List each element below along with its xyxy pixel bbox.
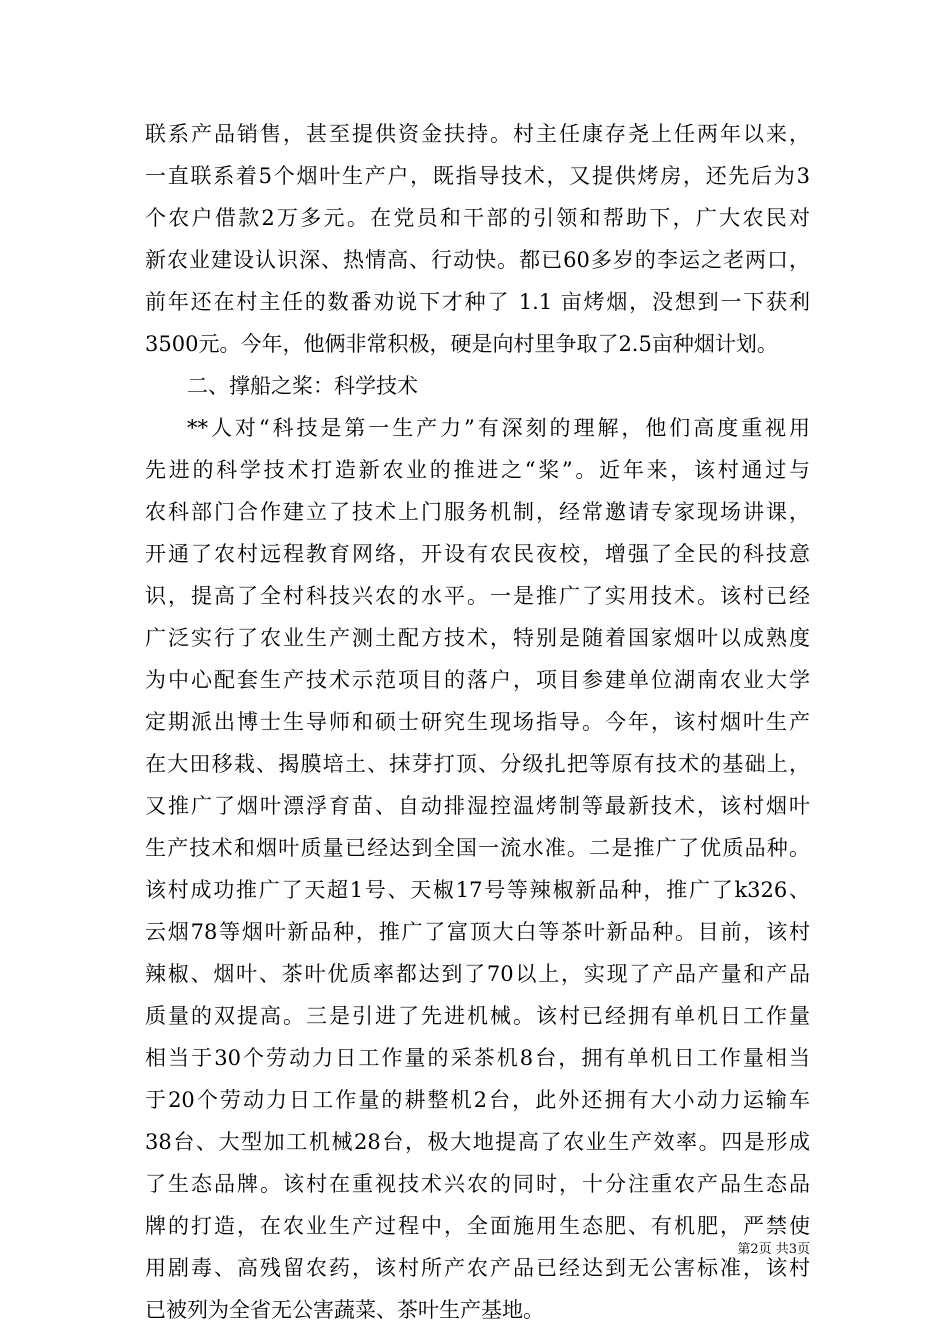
paragraph-line: 牌的打造，在农业生产过程中，全面施用生态肥、有机肥，严禁使 (145, 1214, 810, 1238)
paragraph-line: 于20个劳动力日工作量的耕整机2台，此外还拥有大小动力运输车 (145, 1088, 810, 1112)
paragraph-line: 广泛实行了农业生产测土配方技术，特别是随着国家烟叶以成熟度 (145, 626, 810, 650)
paragraph-line: 38台、大型加工机械28台，极大地提高了农业生产效率。四是形成 (145, 1130, 810, 1154)
paragraph-line: **人对“科技是第一生产力”有深刻的理解，他们高度重视用 (187, 416, 810, 440)
paragraph-line: 该村成功推广了天超1号、天椒17号等辣椒新品种，推广了k326、 (145, 878, 810, 902)
paragraph-line: 开通了农村远程教育网络，开设有农民夜校，增强了全民的科技意 (145, 542, 810, 566)
section-heading: 二、撑船之桨：科学技术 (187, 374, 418, 398)
page-number: 第2页 共3页 (737, 1242, 810, 1257)
paragraph-line: 用剧毒、高残留农药，该村所产农产品已经达到无公害标准，该村 (145, 1256, 810, 1280)
paragraph-line: 农科部门合作建立了技术上门服务机制，经常邀请专家现场讲课， (145, 500, 810, 524)
paragraph-line: 云烟78等烟叶新品种，推广了富顶大白等茶叶新品种。目前，该村 (145, 920, 810, 944)
paragraph-line: 了生态品牌。该村在重视技术兴农的同时，十分注重农产品生态品 (145, 1172, 810, 1196)
paragraph-line: 生产技术和烟叶质量已经达到全国一流水准。二是推广了优质品种。 (145, 836, 810, 860)
paragraph-line: 新农业建设认识深、热情高、行动快。都已60多岁的李运之老两口， (145, 248, 810, 272)
paragraph-line: 定期派出博士生导师和硕士研究生现场指导。今年，该村烟叶生产 (145, 710, 810, 734)
paragraph-line: 为中心配套生产技术示范项目的落户，项目参建单位湖南农业大学 (145, 668, 810, 692)
paragraph-line: 又推广了烟叶漂浮育苗、自动排湿控温烤制等最新技术，该村烟叶 (145, 794, 810, 818)
paragraph-line: 质量的双提高。三是引进了先进机械。该村已经拥有单机日工作量 (145, 1004, 810, 1028)
paragraph-line: 已被列为全省无公害蔬菜、茶叶生产基地。 (145, 1298, 544, 1322)
paragraph-line: 相当于30个劳动力日工作量的采茶机8台，拥有单机日工作量相当 (145, 1046, 810, 1070)
paragraph-line: 辣椒、烟叶、茶叶优质率都达到了70以上，实现了产品产量和产品 (145, 962, 810, 986)
paragraph-line: 个农户借款2万多元。在党员和干部的引领和帮助下，广大农民对 (145, 206, 810, 230)
document-body (145, 113, 810, 1331)
paragraph-line: 3500元。今年，他俩非常积极，硬是向村里争取了2.5亩种烟计划。 (145, 332, 778, 356)
paragraph-line: 联系产品销售，甚至提供资金扶持。村主任康存尧上任两年以来， (145, 122, 810, 146)
paragraph-line: 在大田移栽、揭膜培土、抹芽打顶、分级扎把等原有技术的基础上， (145, 752, 810, 776)
paragraph-line: 识，提高了全村科技兴农的水平。一是推广了实用技术。该村已经 (145, 584, 810, 608)
paragraph-line: 先进的科学技术打造新农业的推进之“桨”。近年来，该村通过与 (145, 458, 810, 482)
paragraph-line: 前年还在村主任的数番劝说下才种了 1.1 亩烤烟，没想到一下获利 (145, 290, 810, 314)
paragraph-line: 一直联系着5个烟叶生产户，既指导技术，又提供烤房，还先后为3 (145, 164, 810, 188)
